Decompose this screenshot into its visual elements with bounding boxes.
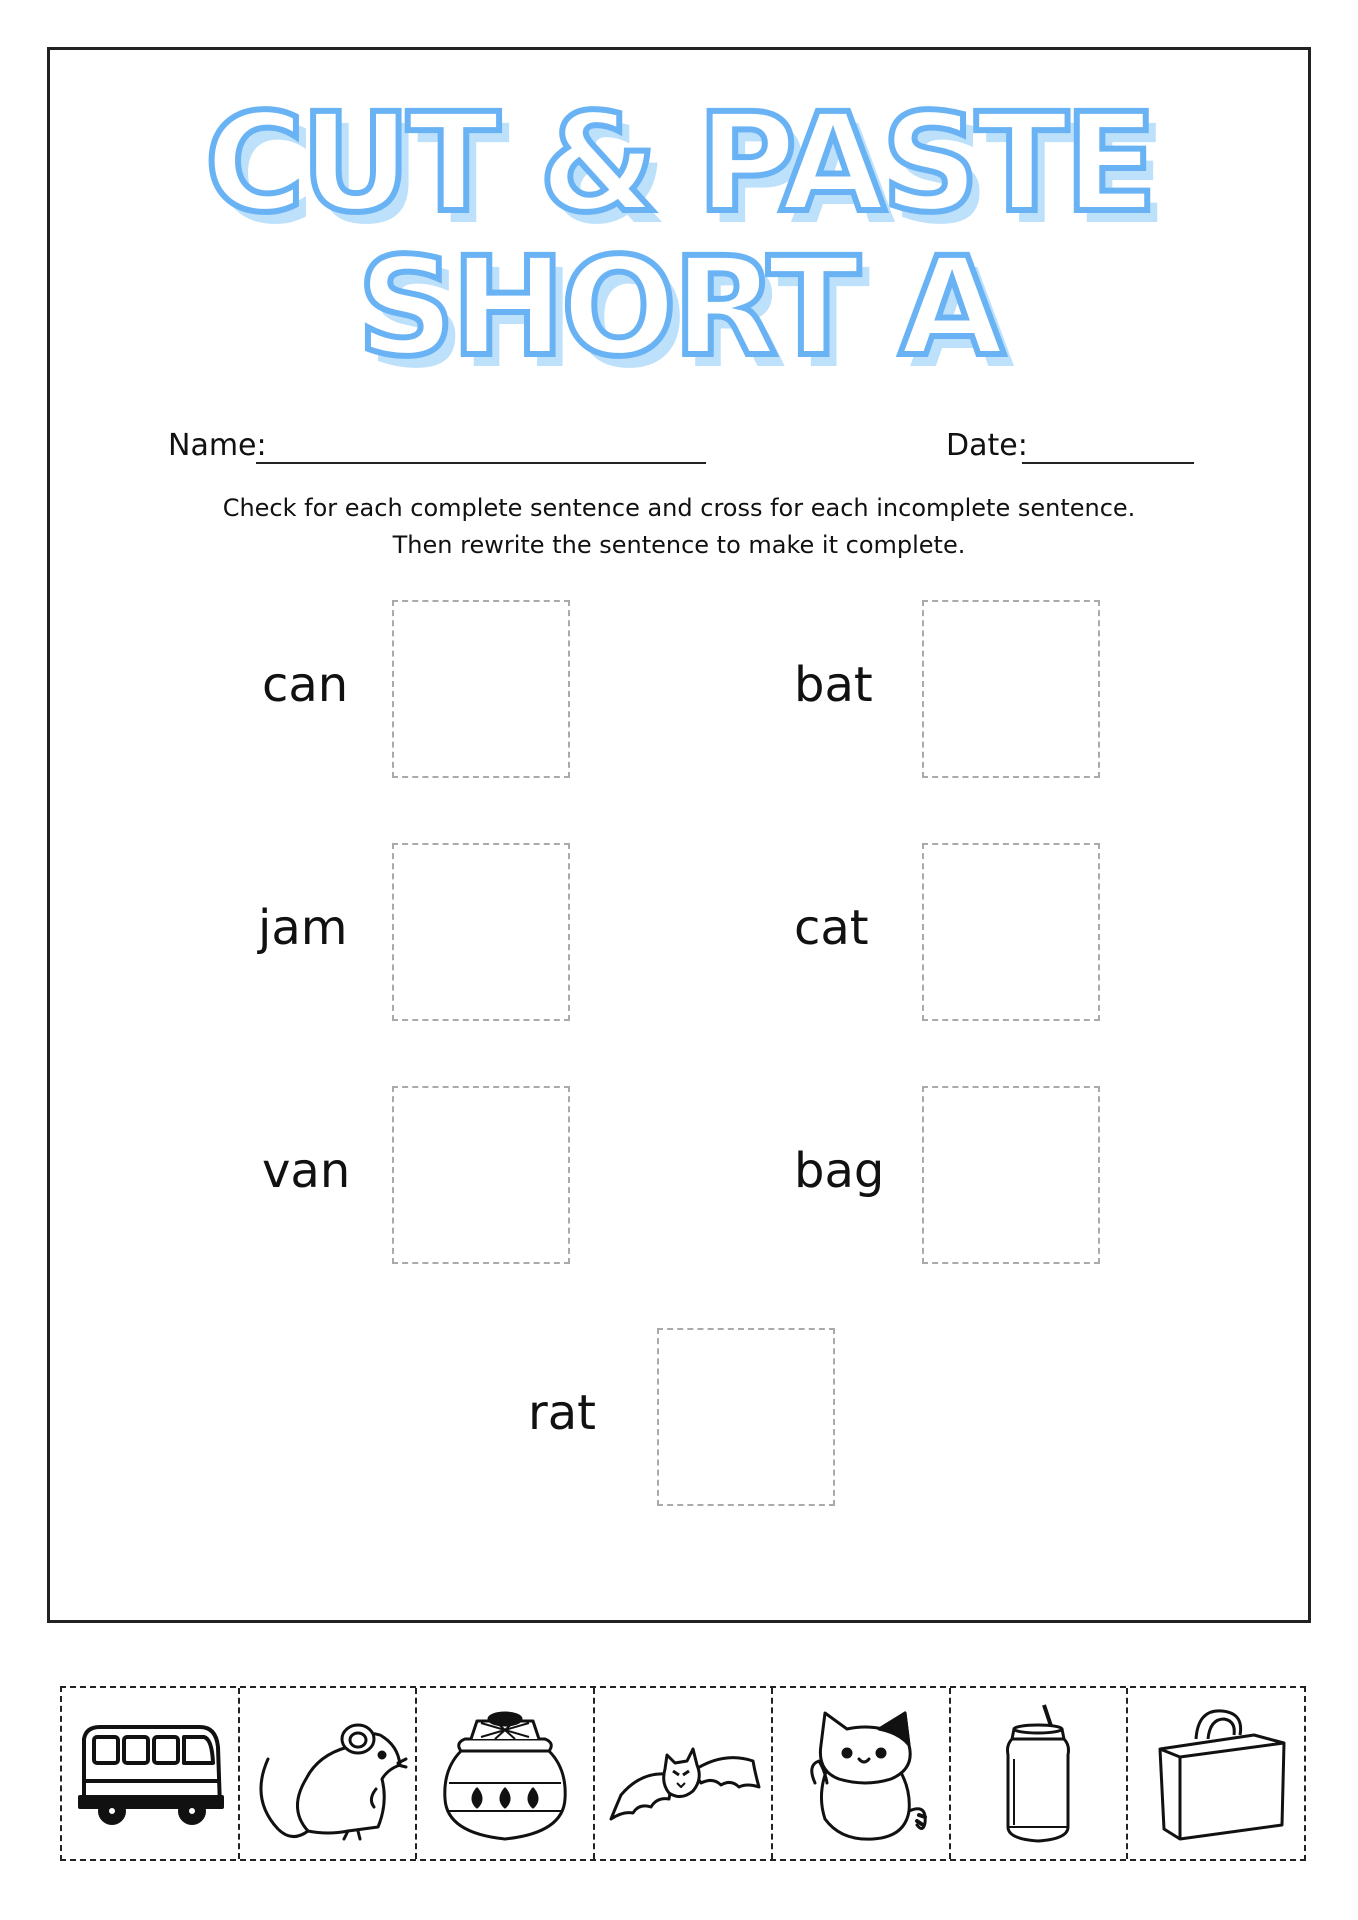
cutout-can[interactable]	[951, 1688, 1129, 1859]
paste-box-jam[interactable]	[392, 843, 570, 1021]
paste-box-rat[interactable]	[657, 1328, 835, 1506]
can-icon	[958, 1699, 1118, 1849]
date-label: Date:	[946, 428, 1028, 463]
word-bat: bat	[794, 657, 873, 713]
cutout-cat[interactable]	[773, 1688, 951, 1859]
instruction-line-2: Then rewrite the sentence to make it complete.	[392, 531, 966, 559]
cutout-van[interactable]	[62, 1688, 240, 1859]
word-cat: cat	[794, 900, 869, 956]
word-van: van	[262, 1143, 351, 1199]
cutout-bat[interactable]	[595, 1688, 773, 1859]
instruction-line-1: Check for each complete sentence and cross for each incomplete sentence.	[222, 494, 1136, 522]
paste-box-bat[interactable]	[922, 600, 1100, 778]
bag-icon	[1136, 1699, 1296, 1849]
word-can: can	[262, 657, 349, 713]
cutout-bag[interactable]	[1128, 1688, 1304, 1859]
cutout-strip	[60, 1686, 1306, 1861]
word-jam: jam	[258, 900, 348, 956]
cutout-rat[interactable]	[240, 1688, 418, 1859]
rat-icon	[248, 1699, 408, 1849]
title-line-2: SHORT A	[357, 229, 1001, 387]
name-label: Name:	[168, 428, 267, 463]
date-line[interactable]	[1022, 462, 1194, 464]
paste-box-can[interactable]	[392, 600, 570, 778]
paste-box-cat[interactable]	[922, 843, 1100, 1021]
cutout-jam[interactable]	[417, 1688, 595, 1859]
name-line[interactable]	[256, 462, 706, 464]
word-rat: rat	[528, 1385, 596, 1441]
jam-jar-icon	[425, 1699, 585, 1849]
word-bag: bag	[794, 1143, 885, 1199]
paste-box-van[interactable]	[392, 1086, 570, 1264]
bat-icon	[603, 1699, 763, 1849]
cat-icon	[781, 1699, 941, 1849]
paste-box-bag[interactable]	[922, 1086, 1100, 1264]
van-icon	[70, 1699, 230, 1849]
title-line-1: CUT & PASTE	[204, 85, 1154, 243]
